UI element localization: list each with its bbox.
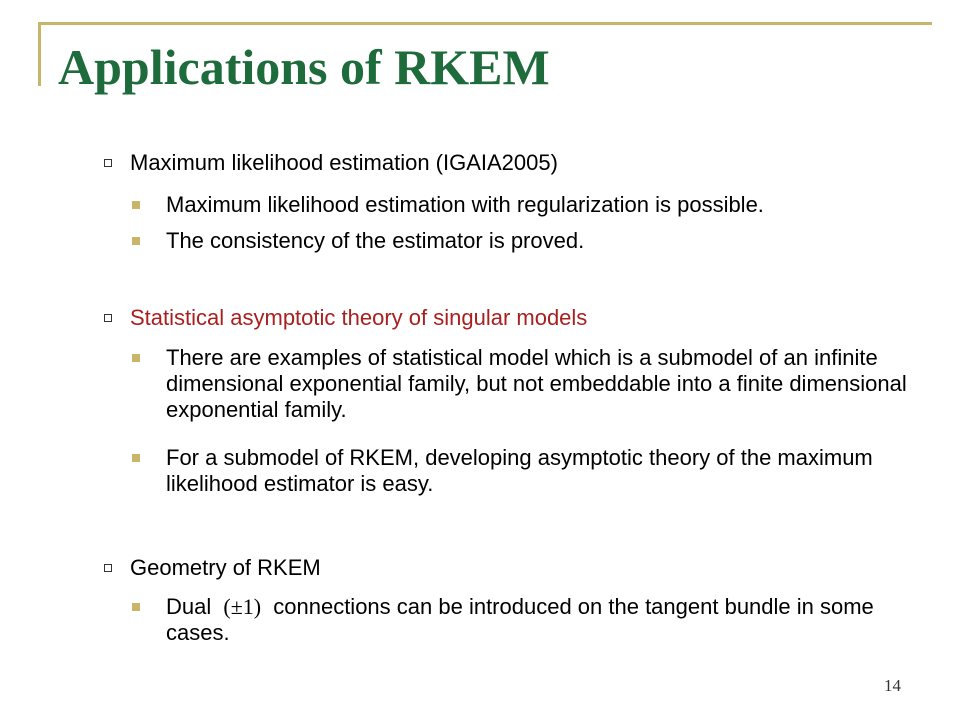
frame-horizontal-line: [38, 22, 932, 25]
frame-vertical-line: [38, 22, 41, 86]
square-bullet-icon: [132, 237, 140, 245]
section-heading-text: Maximum likelihood estimation (IGAIA2005): [130, 150, 558, 175]
bullet-text-before: Dual: [166, 594, 212, 619]
slide-title: Applications of RKEM: [58, 39, 550, 95]
section-heading-text: Geometry of RKEM: [130, 555, 321, 580]
page-number: 14: [884, 676, 901, 695]
hollow-square-bullet-icon: [104, 564, 112, 572]
bullet-text: For a submodel of RKEM, developing asymptotic theory of the maximum likelihood estimator is easy.: [166, 445, 873, 496]
square-bullet-icon: [132, 454, 140, 462]
math-formula: (±1): [223, 594, 262, 619]
bullet-text: There are examples of statistical model which is a submodel of an infinite dimensional exponential family, but not embeddable into a finite dimensional exponential family.: [166, 345, 907, 422]
bullet-text: The consistency of the estimator is proved.: [166, 228, 585, 253]
bullet-text: Maximum likelihood estimation with regularization is possible.: [166, 192, 764, 217]
hollow-square-bullet-icon: [104, 314, 112, 322]
hollow-square-bullet-icon: [104, 159, 112, 167]
square-bullet-icon: [132, 354, 140, 362]
section-heading-text: Statistical asymptotic theory of singular models: [130, 305, 588, 330]
bullet-text-after: connections can be introduced on the tangent bundle in some cases.: [166, 594, 874, 645]
bullet-text: [166, 594, 916, 646]
square-bullet-icon: [132, 201, 140, 209]
square-bullet-icon: [132, 603, 140, 611]
